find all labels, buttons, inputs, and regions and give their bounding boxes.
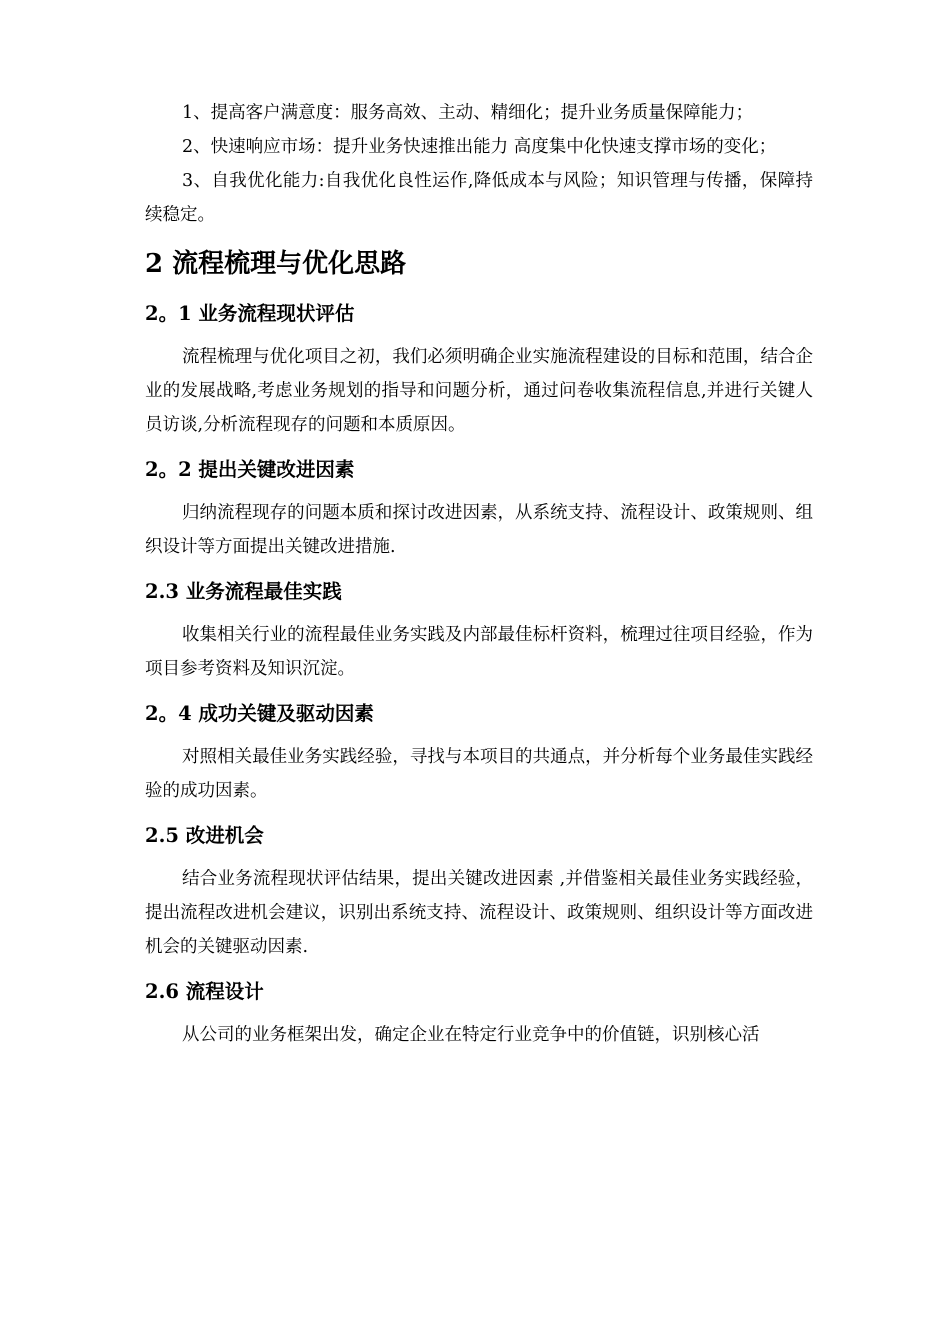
section-heading-2-4: 2。4 成功关键及驱动因素 [145,702,374,725]
section-text-2-6: 从公司的业务框架出发，确定企业在特定行业竞争中的价值链，识别核心活 [182,1025,760,1045]
section-text-2-3: 收集相关行业的流程最佳业务实践及内部最佳标杆资料，梳理过往项目经验，作为项目参考资料及知识沉淀。 [145,625,813,679]
document-page [145,96,813,1052]
section-heading-2-2: 2。2 提出关键改进因素 [145,458,355,481]
section-text-2-5: 结合业务流程现状评估结果，提出关键改进因素 ,并借鉴相关最佳业务实践经验，提出流程改进机会建议，识别出系统支持、流程设计、政策规则、组织设计等方面改进机会的关键驱动因素. [145,869,813,957]
section-heading-2-5: 2.5 改进机会 [145,824,264,847]
intro-item-2: 2、快速响应市场：提升业务快速推出能力 高度集中化快速支撑市场的变化； [182,137,777,157]
intro-item-1: 1、提高客户满意度：服务高效、主动、精细化；提升业务质量保障能力； [182,103,754,123]
section-heading-2-6: 2.6 流程设计 [145,980,264,1003]
section-heading-2-3: 2.3 业务流程最佳实践 [145,580,342,603]
section-heading-2-1: 2。1 业务流程现状评估 [145,302,355,325]
chapter-title: 2 流程梳理与优化思路 [145,249,407,279]
section-text-2-2: 归纳流程现存的问题本质和探讨改进因素，从系统支持、流程设计、政策规则、组织设计等方面提出关键改进措施. [145,503,813,557]
section-text-2-4: 对照相关最佳业务实践经验，寻找与本项目的共通点，并分析每个业务最佳实践经验的成功因素。 [145,747,813,801]
section-text-2-1: 流程梳理与优化项目之初，我们必须明确企业实施流程建设的目标和范围，结合企业的发展战略,考虑业务规划的指导和问题分析，通过问卷收集流程信息,并进行关键人员访谈,分析流程现存的问题和本质原因。 [145,347,813,435]
intro-item-3: 3、自我优化能力:自我优化良性运作,降低成本与风险；知识管理与传播，保障持续稳定。 [145,171,813,225]
